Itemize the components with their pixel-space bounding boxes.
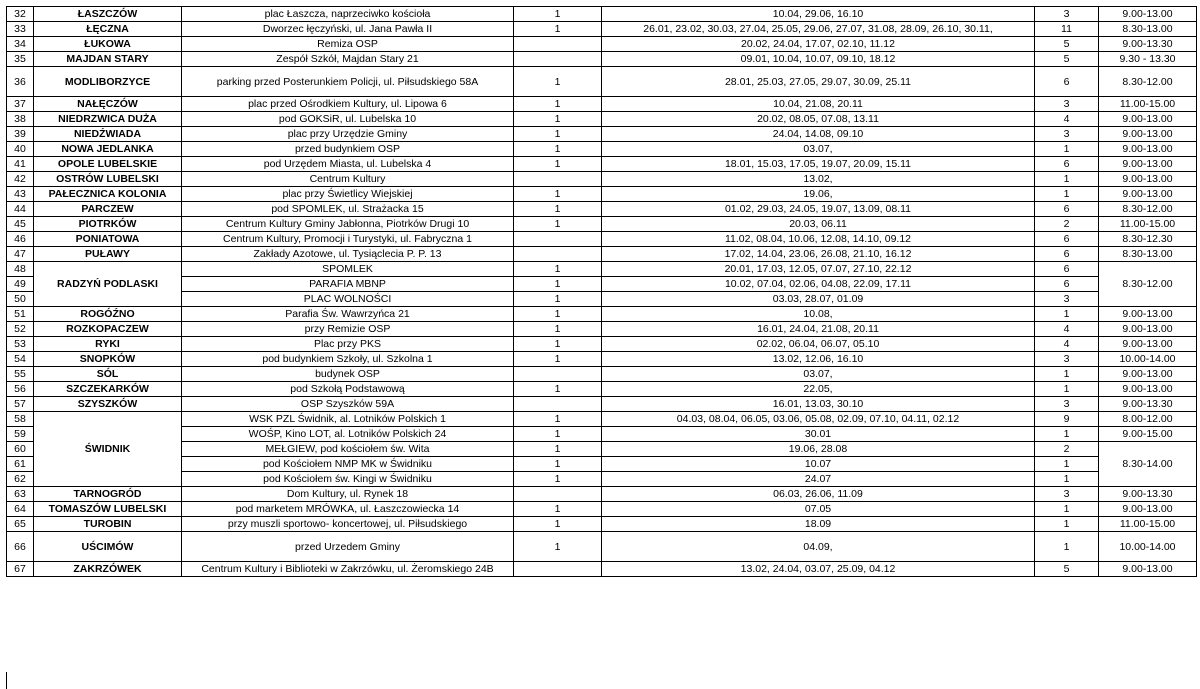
flag-cell: 1 xyxy=(514,517,602,532)
row-number-cell: 33 xyxy=(7,22,34,37)
row-number-cell: 48 xyxy=(7,262,34,277)
schedule-table-body xyxy=(7,7,1197,577)
flag-cell xyxy=(514,562,602,577)
hours-cell: 8.30-14.00 xyxy=(1099,442,1197,487)
table-row xyxy=(7,382,1197,397)
hours-cell: 9.00-13.00 xyxy=(1099,307,1197,322)
count-cell: 5 xyxy=(1035,37,1099,52)
city-cell: ROZKOPACZEW xyxy=(34,322,182,337)
city-cell: ŁASZCZÓW xyxy=(34,7,182,22)
count-cell: 1 xyxy=(1035,427,1099,442)
location-cell: WOŚP, Kino LOT, al. Lotników Polskich 24 xyxy=(182,427,514,442)
row-number-cell: 57 xyxy=(7,397,34,412)
location-cell: pod Urzędem Miasta, ul. Lubelska 4 xyxy=(182,157,514,172)
location-cell: pod Kościołem św. Kingi w Świdniku xyxy=(182,472,514,487)
row-number-cell: 44 xyxy=(7,202,34,217)
city-cell: OPOLE LUBELSKIE xyxy=(34,157,182,172)
hours-cell: 9.00-15.00 xyxy=(1099,427,1197,442)
location-cell: plac Łaszcza, naprzeciwko kościoła xyxy=(182,7,514,22)
table-row xyxy=(7,487,1197,502)
dates-cell: 19.06, xyxy=(602,187,1035,202)
flag-cell: 1 xyxy=(514,157,602,172)
table-row xyxy=(7,37,1197,52)
hours-cell: 9.00-13.00 xyxy=(1099,562,1197,577)
hours-cell: 11.00-15.00 xyxy=(1099,517,1197,532)
dates-cell: 18.01, 15.03, 17.05, 19.07, 20.09, 15.11 xyxy=(602,157,1035,172)
dates-cell: 10.07 xyxy=(602,457,1035,472)
row-number-cell: 58 xyxy=(7,412,34,427)
flag-cell: 1 xyxy=(514,187,602,202)
hours-cell: 8.30-12.00 xyxy=(1099,67,1197,97)
flag-cell: 1 xyxy=(514,202,602,217)
hours-cell: 8.30-12.00 xyxy=(1099,202,1197,217)
flag-cell: 1 xyxy=(514,532,602,562)
row-number-cell: 51 xyxy=(7,307,34,322)
city-cell: OSTRÓW LUBELSKI xyxy=(34,172,182,187)
schedule-table xyxy=(6,6,1197,577)
row-number-cell: 36 xyxy=(7,67,34,97)
count-cell: 3 xyxy=(1035,97,1099,112)
hours-cell: 9.00-13.30 xyxy=(1099,487,1197,502)
table-row xyxy=(7,562,1197,577)
table-row xyxy=(7,262,1197,277)
dates-cell: 13.02, xyxy=(602,172,1035,187)
location-cell: Parafia Św. Wawrzyńca 21 xyxy=(182,307,514,322)
table-row xyxy=(7,112,1197,127)
row-number-cell: 65 xyxy=(7,517,34,532)
dates-cell: 13.02, 12.06, 16.10 xyxy=(602,352,1035,367)
dates-cell: 24.07 xyxy=(602,472,1035,487)
hours-cell: 8.30-12.30 xyxy=(1099,232,1197,247)
row-number-cell: 59 xyxy=(7,427,34,442)
table-row xyxy=(7,142,1197,157)
dates-cell: 04.03, 08.04, 06.05, 03.06, 05.08, 02.09, 07.10, 04.11, 02.12 xyxy=(602,412,1035,427)
row-number-cell: 60 xyxy=(7,442,34,457)
table-row xyxy=(7,277,1197,292)
location-cell: Zakłady Azotowe, ul. Tysiąclecia P. P. 13 xyxy=(182,247,514,262)
city-cell: ŚWIDNIK xyxy=(34,412,182,487)
city-cell: TARNOGRÓD xyxy=(34,487,182,502)
table-row xyxy=(7,397,1197,412)
count-cell: 6 xyxy=(1035,157,1099,172)
hours-cell: 9.00-13.00 xyxy=(1099,112,1197,127)
dates-cell: 10.04, 29.06, 16.10 xyxy=(602,7,1035,22)
city-cell: SZYSZKÓW xyxy=(34,397,182,412)
flag-cell: 1 xyxy=(514,322,602,337)
city-cell: SÓL xyxy=(34,367,182,382)
row-number-cell: 47 xyxy=(7,247,34,262)
count-cell: 3 xyxy=(1035,487,1099,502)
city-cell: MAJDAN STARY xyxy=(34,52,182,67)
row-number-cell: 42 xyxy=(7,172,34,187)
flag-cell xyxy=(514,367,602,382)
row-number-cell: 54 xyxy=(7,352,34,367)
count-cell: 1 xyxy=(1035,172,1099,187)
row-number-cell: 67 xyxy=(7,562,34,577)
hours-cell: 9.30 - 13.30 xyxy=(1099,52,1197,67)
city-cell: RADZYŃ PODLASKI xyxy=(34,262,182,307)
location-cell: WSK PZL Świdnik, al. Lotników Polskich 1 xyxy=(182,412,514,427)
dates-cell: 03.03, 28.07, 01.09 xyxy=(602,292,1035,307)
location-cell: Dworzec łęczyński, ul. Jana Pawła II xyxy=(182,22,514,37)
flag-cell xyxy=(514,52,602,67)
table-row xyxy=(7,457,1197,472)
count-cell: 2 xyxy=(1035,442,1099,457)
hours-cell: 9.00-13.00 xyxy=(1099,322,1197,337)
hours-cell: 9.00-13.00 xyxy=(1099,187,1197,202)
row-number-cell: 53 xyxy=(7,337,34,352)
dates-cell: 11.02, 08.04, 10.06, 12.08, 14.10, 09.12 xyxy=(602,232,1035,247)
dates-cell: 20.01, 17.03, 12.05, 07.07, 27.10, 22.12 xyxy=(602,262,1035,277)
hours-cell: 10.00-14.00 xyxy=(1099,532,1197,562)
row-number-cell: 43 xyxy=(7,187,34,202)
flag-cell: 1 xyxy=(514,337,602,352)
dates-cell: 16.01, 24.04, 21.08, 20.11 xyxy=(602,322,1035,337)
table-row xyxy=(7,157,1197,172)
flag-cell: 1 xyxy=(514,277,602,292)
hours-cell: 9.00-13.00 xyxy=(1099,367,1197,382)
hours-cell: 11.00-15.00 xyxy=(1099,97,1197,112)
location-cell: pod Kościołem NMP MK w Świdniku xyxy=(182,457,514,472)
count-cell: 9 xyxy=(1035,412,1099,427)
location-cell: plac przy Urzędzie Gminy xyxy=(182,127,514,142)
count-cell: 1 xyxy=(1035,367,1099,382)
dates-cell: 26.01, 23.02, 30.03, 27.04, 25.05, 29.06, 27.07, 31.08, 28.09, 26.10, 30.11, xyxy=(602,22,1035,37)
count-cell: 1 xyxy=(1035,457,1099,472)
row-number-cell: 39 xyxy=(7,127,34,142)
location-cell: pod GOKSiR, ul. Lubelska 10 xyxy=(182,112,514,127)
location-cell: Plac przy PKS xyxy=(182,337,514,352)
count-cell: 1 xyxy=(1035,472,1099,487)
flag-cell: 1 xyxy=(514,502,602,517)
table-row xyxy=(7,22,1197,37)
row-number-cell: 56 xyxy=(7,382,34,397)
table-continuation-border xyxy=(6,672,7,689)
flag-cell: 1 xyxy=(514,97,602,112)
dates-cell: 03.07, xyxy=(602,142,1035,157)
table-row xyxy=(7,367,1197,382)
location-cell: pod Szkołą Podstawową xyxy=(182,382,514,397)
city-cell: ŁUKOWA xyxy=(34,37,182,52)
flag-cell: 1 xyxy=(514,412,602,427)
hours-cell: 9.00-13.00 xyxy=(1099,7,1197,22)
row-number-cell: 52 xyxy=(7,322,34,337)
city-cell: PARCZEW xyxy=(34,202,182,217)
table-row xyxy=(7,232,1197,247)
count-cell: 6 xyxy=(1035,232,1099,247)
city-cell: NOWA JEDLANKA xyxy=(34,142,182,157)
location-cell: PLAC WOLNOŚCI xyxy=(182,292,514,307)
count-cell: 1 xyxy=(1035,382,1099,397)
location-cell: Dom Kultury, ul. Rynek 18 xyxy=(182,487,514,502)
location-cell: MEŁGIEW, pod kościołem św. Wita xyxy=(182,442,514,457)
table-row xyxy=(7,307,1197,322)
location-cell: Remiza OSP xyxy=(182,37,514,52)
row-number-cell: 64 xyxy=(7,502,34,517)
dates-cell: 24.04, 14.08, 09.10 xyxy=(602,127,1035,142)
location-cell: przed Urzedem Gminy xyxy=(182,532,514,562)
count-cell: 11 xyxy=(1035,22,1099,37)
count-cell: 6 xyxy=(1035,247,1099,262)
location-cell: przed budynkiem OSP xyxy=(182,142,514,157)
dates-cell: 09.01, 10.04, 10.07, 09.10, 18.12 xyxy=(602,52,1035,67)
hours-cell: 9.00-13.00 xyxy=(1099,127,1197,142)
count-cell: 3 xyxy=(1035,7,1099,22)
hours-cell: 8.30-13.00 xyxy=(1099,22,1197,37)
flag-cell: 1 xyxy=(514,127,602,142)
flag-cell: 1 xyxy=(514,292,602,307)
city-cell: PONIATOWA xyxy=(34,232,182,247)
flag-cell: 1 xyxy=(514,262,602,277)
location-cell: Centrum Kultury i Biblioteki w Zakrzówku, ul. Żeromskiego 24B xyxy=(182,562,514,577)
row-number-cell: 50 xyxy=(7,292,34,307)
city-cell: ZAKRZÓWEK xyxy=(34,562,182,577)
flag-cell: 1 xyxy=(514,472,602,487)
location-cell: plac przy Świetlicy Wiejskiej xyxy=(182,187,514,202)
flag-cell: 1 xyxy=(514,427,602,442)
dates-cell: 13.02, 24.04, 03.07, 25.09, 04.12 xyxy=(602,562,1035,577)
count-cell: 1 xyxy=(1035,307,1099,322)
hours-cell: 10.00-14.00 xyxy=(1099,352,1197,367)
location-cell: przy muszli sportowo- koncertowej, ul. Piłsudskiego xyxy=(182,517,514,532)
count-cell: 3 xyxy=(1035,352,1099,367)
flag-cell xyxy=(514,37,602,52)
row-number-cell: 40 xyxy=(7,142,34,157)
hours-cell: 9.00-13.00 xyxy=(1099,502,1197,517)
table-row xyxy=(7,97,1197,112)
count-cell: 4 xyxy=(1035,322,1099,337)
table-row xyxy=(7,472,1197,487)
city-cell: UŚCIMÓW xyxy=(34,532,182,562)
count-cell: 1 xyxy=(1035,532,1099,562)
row-number-cell: 62 xyxy=(7,472,34,487)
dates-cell: 19.06, 28.08 xyxy=(602,442,1035,457)
hours-cell: 9.00-13.30 xyxy=(1099,397,1197,412)
count-cell: 1 xyxy=(1035,502,1099,517)
location-cell: plac przed Ośrodkiem Kultury, ul. Lipowa 6 xyxy=(182,97,514,112)
flag-cell: 1 xyxy=(514,352,602,367)
location-cell: Zespół Szkół, Majdan Stary 21 xyxy=(182,52,514,67)
hours-cell: 9.00-13.00 xyxy=(1099,382,1197,397)
city-cell: SZCZEKARKÓW xyxy=(34,382,182,397)
table-row xyxy=(7,217,1197,232)
table-row xyxy=(7,127,1197,142)
city-cell: SNOPKÓW xyxy=(34,352,182,367)
count-cell: 3 xyxy=(1035,292,1099,307)
location-cell: Centrum Kultury xyxy=(182,172,514,187)
city-cell: MODLIBORZYCE xyxy=(34,67,182,97)
dates-cell: 10.02, 07.04, 02.06, 04.08, 22.09, 17.11 xyxy=(602,277,1035,292)
city-cell: NIEDRZWICA DUŻA xyxy=(34,112,182,127)
city-cell: ROGÓŹNO xyxy=(34,307,182,322)
city-cell: PAŁECZNICA KOLONIA xyxy=(34,187,182,202)
row-number-cell: 45 xyxy=(7,217,34,232)
table-row xyxy=(7,67,1197,97)
city-cell: NIEDŹWIADA xyxy=(34,127,182,142)
hours-cell: 9.00-13.00 xyxy=(1099,142,1197,157)
row-number-cell: 41 xyxy=(7,157,34,172)
table-row xyxy=(7,502,1197,517)
flag-cell: 1 xyxy=(514,442,602,457)
dates-cell: 02.02, 06.04, 06.07, 05.10 xyxy=(602,337,1035,352)
row-number-cell: 66 xyxy=(7,532,34,562)
row-number-cell: 55 xyxy=(7,367,34,382)
location-cell: parking przed Posterunkiem Policji, ul. Piłsudskiego 58A xyxy=(182,67,514,97)
dates-cell: 03.07, xyxy=(602,367,1035,382)
dates-cell: 20.02, 24.04, 17.07, 02.10, 11.12 xyxy=(602,37,1035,52)
count-cell: 5 xyxy=(1035,562,1099,577)
table-row xyxy=(7,7,1197,22)
hours-cell: 11.00-15.00 xyxy=(1099,217,1197,232)
dates-cell: 10.08, xyxy=(602,307,1035,322)
location-cell: pod SPOMLEK, ul. Strażacka 15 xyxy=(182,202,514,217)
hours-cell: 8.30-13.00 xyxy=(1099,247,1197,262)
dates-cell: 01.02, 29.03, 24.05, 19.07, 13.09, 08.11 xyxy=(602,202,1035,217)
dates-cell: 16.01, 13.03, 30.10 xyxy=(602,397,1035,412)
dates-cell: 28.01, 25.03, 27.05, 29.07, 30.09, 25.11 xyxy=(602,67,1035,97)
city-cell: PIOTRKÓW xyxy=(34,217,182,232)
dates-cell: 30.01 xyxy=(602,427,1035,442)
count-cell: 4 xyxy=(1035,112,1099,127)
location-cell: pod budynkiem Szkoły, ul. Szkolna 1 xyxy=(182,352,514,367)
city-cell: PUŁAWY xyxy=(34,247,182,262)
table-row xyxy=(7,337,1197,352)
table-row xyxy=(7,412,1197,427)
dates-cell: 20.02, 08.05, 07.08, 13.11 xyxy=(602,112,1035,127)
row-number-cell: 35 xyxy=(7,52,34,67)
count-cell: 3 xyxy=(1035,127,1099,142)
location-cell: przy Remizie OSP xyxy=(182,322,514,337)
city-cell: RYKI xyxy=(34,337,182,352)
count-cell: 1 xyxy=(1035,517,1099,532)
table-row xyxy=(7,52,1197,67)
count-cell: 1 xyxy=(1035,187,1099,202)
table-row xyxy=(7,517,1197,532)
flag-cell: 1 xyxy=(514,382,602,397)
table-row xyxy=(7,292,1197,307)
count-cell: 1 xyxy=(1035,142,1099,157)
row-number-cell: 32 xyxy=(7,7,34,22)
dates-cell: 07.05 xyxy=(602,502,1035,517)
flag-cell: 1 xyxy=(514,307,602,322)
city-cell: TOMASZÓW LUBELSKI xyxy=(34,502,182,517)
flag-cell: 1 xyxy=(514,217,602,232)
hours-cell: 9.00-13.00 xyxy=(1099,337,1197,352)
count-cell: 6 xyxy=(1035,277,1099,292)
flag-cell xyxy=(514,247,602,262)
city-cell: ŁĘCZNA xyxy=(34,22,182,37)
dates-cell: 17.02, 14.04, 23.06, 26.08, 21.10, 16.12 xyxy=(602,247,1035,262)
flag-cell xyxy=(514,487,602,502)
dates-cell: 20.03, 06.11 xyxy=(602,217,1035,232)
hours-cell: 9.00-13.00 xyxy=(1099,172,1197,187)
flag-cell: 1 xyxy=(514,457,602,472)
location-cell: budynek OSP xyxy=(182,367,514,382)
dates-cell: 18.09 xyxy=(602,517,1035,532)
flag-cell: 1 xyxy=(514,22,602,37)
dates-cell: 04.09, xyxy=(602,532,1035,562)
location-cell: Centrum Kultury Gminy Jabłonna, Piotrków Drugi 10 xyxy=(182,217,514,232)
flag-cell: 1 xyxy=(514,67,602,97)
location-cell: pod marketem MRÓWKA, ul. Łaszczowiecka 14 xyxy=(182,502,514,517)
flag-cell xyxy=(514,397,602,412)
count-cell: 2 xyxy=(1035,217,1099,232)
row-number-cell: 34 xyxy=(7,37,34,52)
row-number-cell: 61 xyxy=(7,457,34,472)
table-row xyxy=(7,442,1197,457)
row-number-cell: 37 xyxy=(7,97,34,112)
hours-cell: 9.00-13.00 xyxy=(1099,157,1197,172)
city-cell: TUROBIN xyxy=(34,517,182,532)
flag-cell: 1 xyxy=(514,7,602,22)
table-row xyxy=(7,322,1197,337)
table-row xyxy=(7,352,1197,367)
table-row xyxy=(7,247,1197,262)
hours-cell: 9.00-13.30 xyxy=(1099,37,1197,52)
table-row xyxy=(7,427,1197,442)
row-number-cell: 38 xyxy=(7,112,34,127)
count-cell: 5 xyxy=(1035,52,1099,67)
count-cell: 6 xyxy=(1035,67,1099,97)
location-cell: OSP Szyszków 59A xyxy=(182,397,514,412)
table-row xyxy=(7,187,1197,202)
location-cell: PARAFIA MBNP xyxy=(182,277,514,292)
row-number-cell: 63 xyxy=(7,487,34,502)
count-cell: 4 xyxy=(1035,337,1099,352)
row-number-cell: 46 xyxy=(7,232,34,247)
flag-cell: 1 xyxy=(514,112,602,127)
table-row xyxy=(7,172,1197,187)
count-cell: 6 xyxy=(1035,202,1099,217)
hours-cell: 8.00-12.00 xyxy=(1099,412,1197,427)
flag-cell xyxy=(514,172,602,187)
location-cell: SPOMLEK xyxy=(182,262,514,277)
count-cell: 6 xyxy=(1035,262,1099,277)
hours-cell: 8.30-12.00 xyxy=(1099,262,1197,307)
dates-cell: 10.04, 21.08, 20.11 xyxy=(602,97,1035,112)
location-cell: Centrum Kultury, Promocji i Turystyki, ul. Fabryczna 1 xyxy=(182,232,514,247)
flag-cell: 1 xyxy=(514,142,602,157)
city-cell: NAŁĘCZÓW xyxy=(34,97,182,112)
dates-cell: 06.03, 26.06, 11.09 xyxy=(602,487,1035,502)
table-row xyxy=(7,202,1197,217)
count-cell: 3 xyxy=(1035,397,1099,412)
flag-cell xyxy=(514,232,602,247)
row-number-cell: 49 xyxy=(7,277,34,292)
dates-cell: 22.05, xyxy=(602,382,1035,397)
table-row xyxy=(7,532,1197,562)
